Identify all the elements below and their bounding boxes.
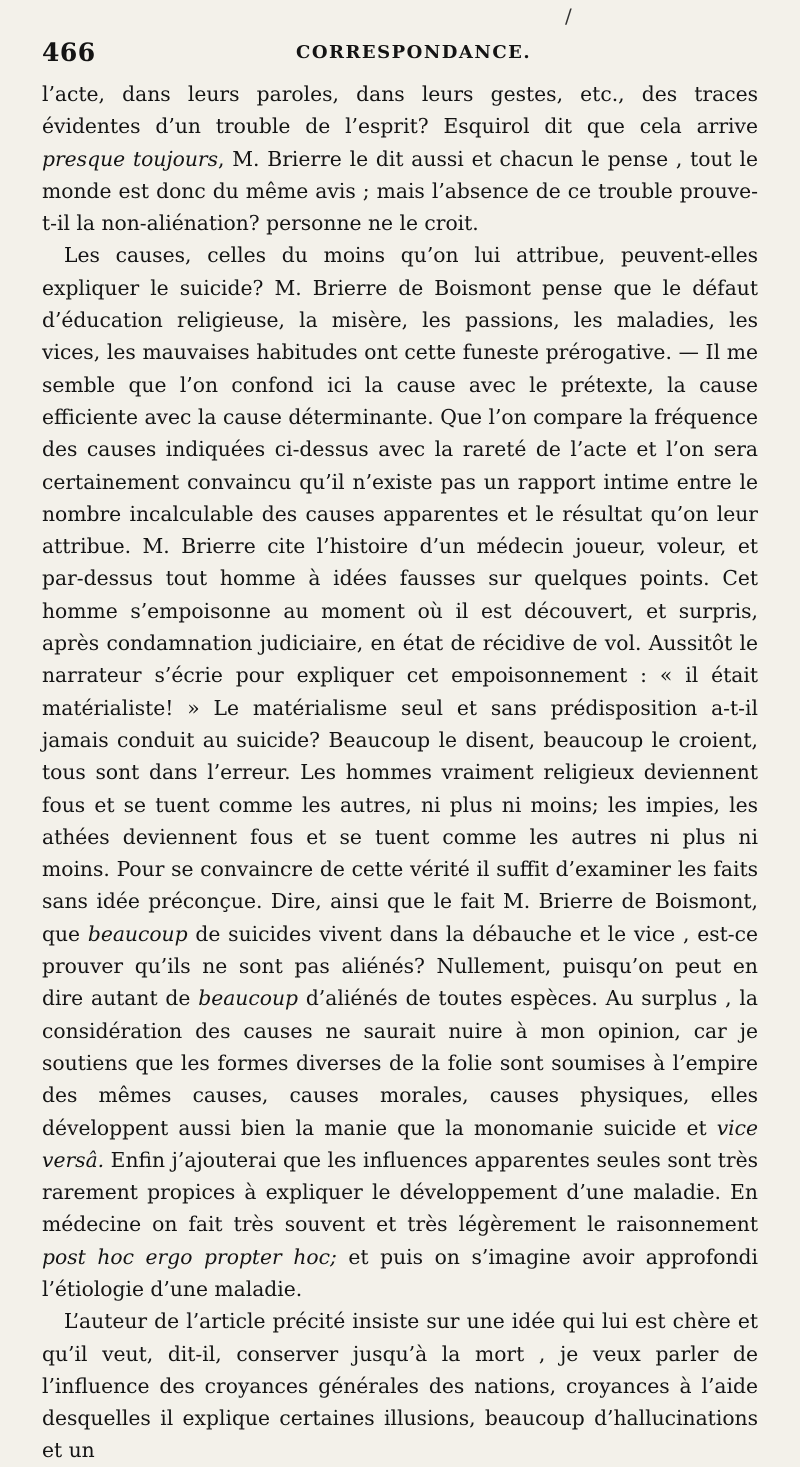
text-segment: Les causes, celles du moins qu’on lui attribue, peuvent-elles expliquer le suicide? M. Brierre de Boismont pense que le défaut d’éducation religieuse, la misère, les passions, les maladies, les vices, les mauvaises habitudes ont cette funeste prérogative. — Il me semble que l’on confond ici la cause avec le prétexte, la cause efficiente avec la cause déterminante. Que l’on compare la fréquence des causes indiquées ci-dessus avec la rareté de l’acte et l’on sera certainement convaincu qu’il n’existe pas un rapport intime entre le nombre incalculable des causes apparentes et le résultat qu’on leur attribue. M. Brierre cite l’histoire d’un médecin joueur, voleur, et par-dessus tout homme à idées fausses sur quelques points. Cet homme s’empoisonne au moment où il est découvert, et surpris, après condamnation judiciaire, en état de récidive de vol. Aussitôt le narrateur s’écrie pour expliquer cet empoisonnement : « il était matérialiste! » Le matérialisme seul et sans prédisposition a-t-il jamais conduit au suicide? Beaucoup le disent, beaucoup le croient, tous sont dans l’erreur. Les hommes vraiment religieux deviennent fous et se tuent comme les autres, ni plus ni moins; les impies, les athées deviennent fous et se tuent comme les autres ni plus ni moins. Pour se convaincre de cette vérité il suffit d’examiner les faits sans idée préconçue. Dire, ainsi que le fait M. Brierre de Boismont, que xyxy=(42,243,758,946)
italic-text: beaucoup xyxy=(198,986,298,1011)
italic-text: vice versâ. xyxy=(42,1115,758,1172)
text-segment: et puis on s’imagine avoir approfondi l’étiologie d’une maladie. xyxy=(42,1244,758,1301)
body-text xyxy=(42,78,758,1467)
page-header xyxy=(42,38,758,78)
text-segment: Enfin j’ajouterai que les influences apparentes seules sont très rarement propices à expliquer le développement d’une maladie. En médecine on fait très souvent et très légèrement le raisonnement xyxy=(42,1147,758,1237)
margin-mark: / xyxy=(565,4,572,28)
text-segment: L’auteur de l’article précité insiste sur une idée qui lui est chère et qu’il veut, dit-il, conserver jusqu’à la mort , je veux parler de l’influence des croyances générales des nations, croyances à l’aide desquelles il explique certaines illusions, beaucoup d’hallucinations et un xyxy=(42,1309,758,1463)
text-segment: , M. Brierre le dit aussi et chacun le pense , tout le monde est donc du même avis ; mais l’absence de ce trouble prouve-t-il la non-aliénation? personne ne le croit. xyxy=(42,146,758,236)
paragraph xyxy=(42,78,758,239)
paragraph xyxy=(42,1305,758,1466)
italic-text: presque toujours xyxy=(42,146,219,171)
paragraph xyxy=(42,239,758,1305)
italic-text: post hoc ergo propter hoc; xyxy=(42,1244,337,1269)
italic-text: beaucoup xyxy=(87,921,188,946)
text-segment: d’aliénés de toutes espèces. Au surplus , la considération des causes ne saurait nuire à mon opinion, car je soutiens que les formes diverses de la folie sont soumises à l’empire des mêmes causes, causes morales, causes physiques, elles développent aussi bien la manie que la monomanie suicide et xyxy=(42,986,758,1140)
text-segment: l’acte, dans leurs paroles, dans leurs gestes, etc., des traces évidentes d’un trouble de l’esprit? Esquirol dit que cela arrive xyxy=(42,82,758,139)
running-title: CORRESPONDANCE. xyxy=(296,42,532,63)
page-number: 466 xyxy=(42,38,96,67)
text-segment: de suicides vivent dans la débauche et le vice , est-ce prouver qu’ils ne sont pas aliénés? Nullement, puisqu’on peut en dire autant de xyxy=(42,921,758,1011)
